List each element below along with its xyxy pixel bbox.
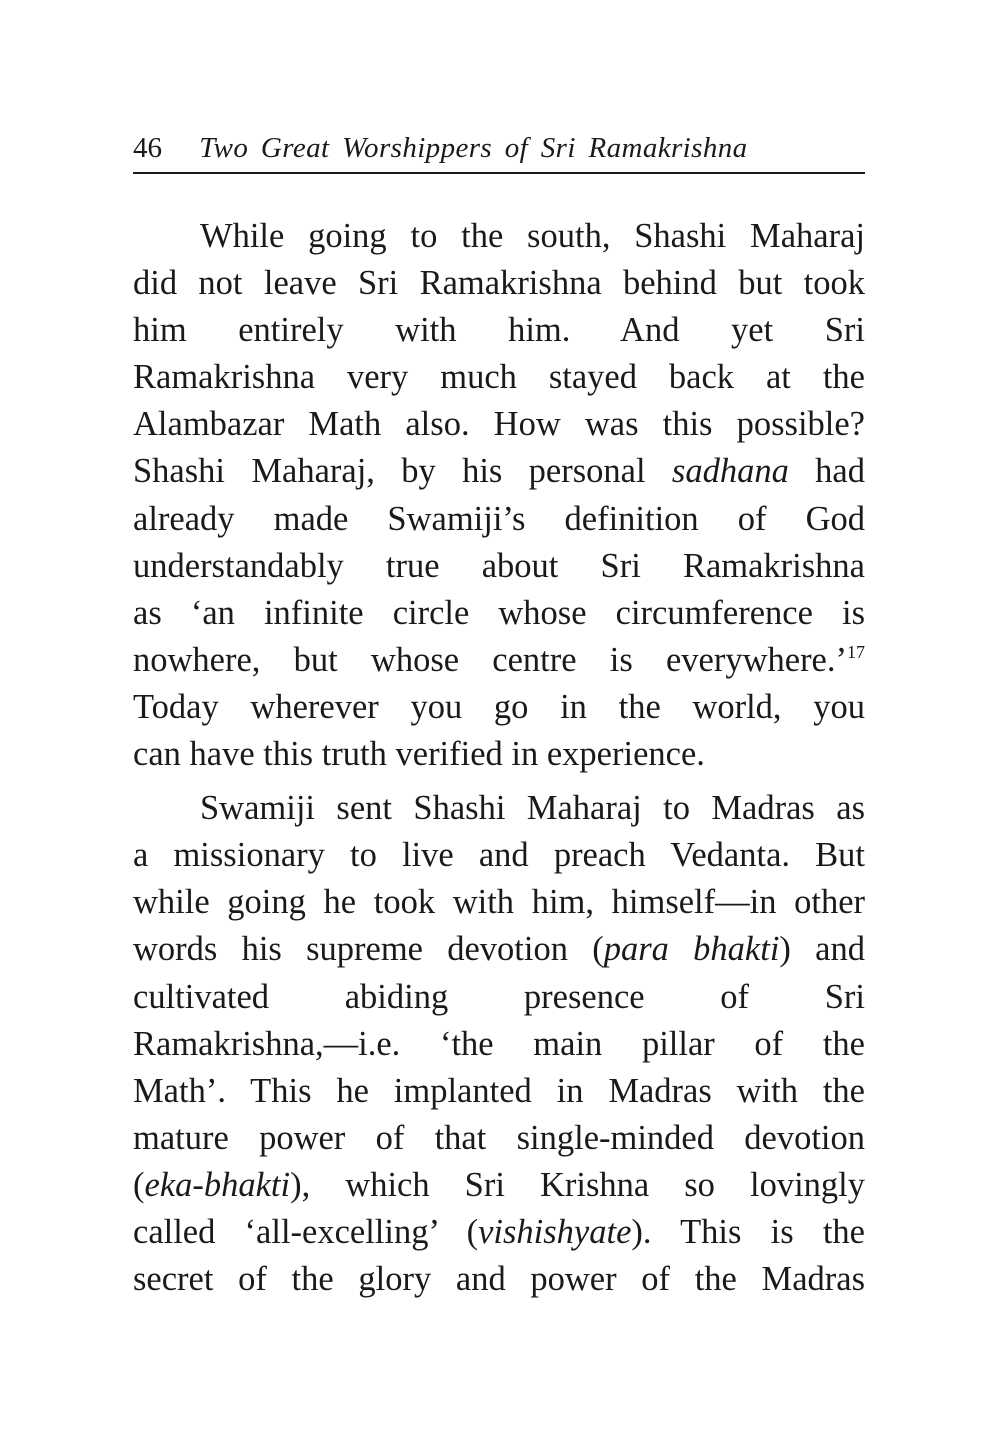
italic-term: eka-bhakti [144, 1165, 291, 1204]
text-line: already made Swamiji’s definition of God [133, 499, 865, 538]
text-line: Today wherever you go in the world, you [133, 687, 865, 726]
text-run: called ‘all-excelling’ ( [133, 1212, 479, 1251]
text-line: secret of the glory and power of the Madras [133, 1260, 865, 1299]
text-run: nowhere, but whose centre is everywhere.’ [133, 640, 847, 679]
text-line: did not leave Sri Ramakrishna behind but took [133, 264, 865, 303]
text-line: While going to the south, Shashi Maharaj [200, 217, 865, 255]
running-header [133, 128, 865, 174]
text-run: ). This is the [631, 1212, 865, 1251]
italic-term: sadhana [671, 452, 789, 491]
text-line: Ramakrishna,—i.e. ‘the main pillar of the [133, 1024, 865, 1063]
text-line [133, 926, 865, 973]
text-line: mature power of that single-minded devotion [133, 1118, 865, 1157]
footnote-marker: 17 [847, 641, 865, 662]
body-text [133, 213, 865, 1303]
text-line [133, 1162, 865, 1209]
text-line: Math’. This he implanted in Madras with the [133, 1071, 865, 1110]
page-number: 46 [133, 132, 162, 164]
text-line: Swamiji sent Shashi Maharaj to Madras as [200, 789, 865, 828]
paragraph-2 [133, 785, 865, 1303]
text-run: ) and [779, 930, 865, 969]
text-line: can have this truth verified in experience. [133, 735, 705, 774]
text-line: understandably true about Sri Ramakrishna [133, 546, 865, 585]
text-line: while going he took with him, himself—in other [133, 883, 865, 922]
paragraph-1 [133, 213, 865, 778]
text-line [133, 1209, 865, 1256]
text-run: Shashi Maharaj, by his personal [133, 452, 672, 491]
text-run: ( [133, 1165, 145, 1204]
text-run: had [788, 452, 865, 491]
text-line: a missionary to live and preach Vedanta. But [133, 836, 865, 875]
text-line: him entirely with him. And yet Sri [133, 311, 865, 350]
text-run: words his supreme devotion ( [133, 930, 604, 969]
text-line [133, 448, 865, 495]
text-line [133, 637, 865, 684]
italic-term: vishishyate [478, 1212, 632, 1251]
italic-term: para bhakti [603, 930, 780, 969]
text-line: cultivated abiding presence of Sri [133, 977, 865, 1016]
text-line: Alambazar Math also. How was this possible? [133, 405, 865, 444]
text-line: Ramakrishna very much stayed back at the [133, 358, 865, 397]
text-line: as ‘an infinite circle whose circumference is [133, 593, 865, 632]
text-run: ), which Sri Krishna so lovingly [290, 1165, 865, 1204]
book-title: Two Great Worshippers of Sri Ramakrishna [199, 132, 748, 164]
